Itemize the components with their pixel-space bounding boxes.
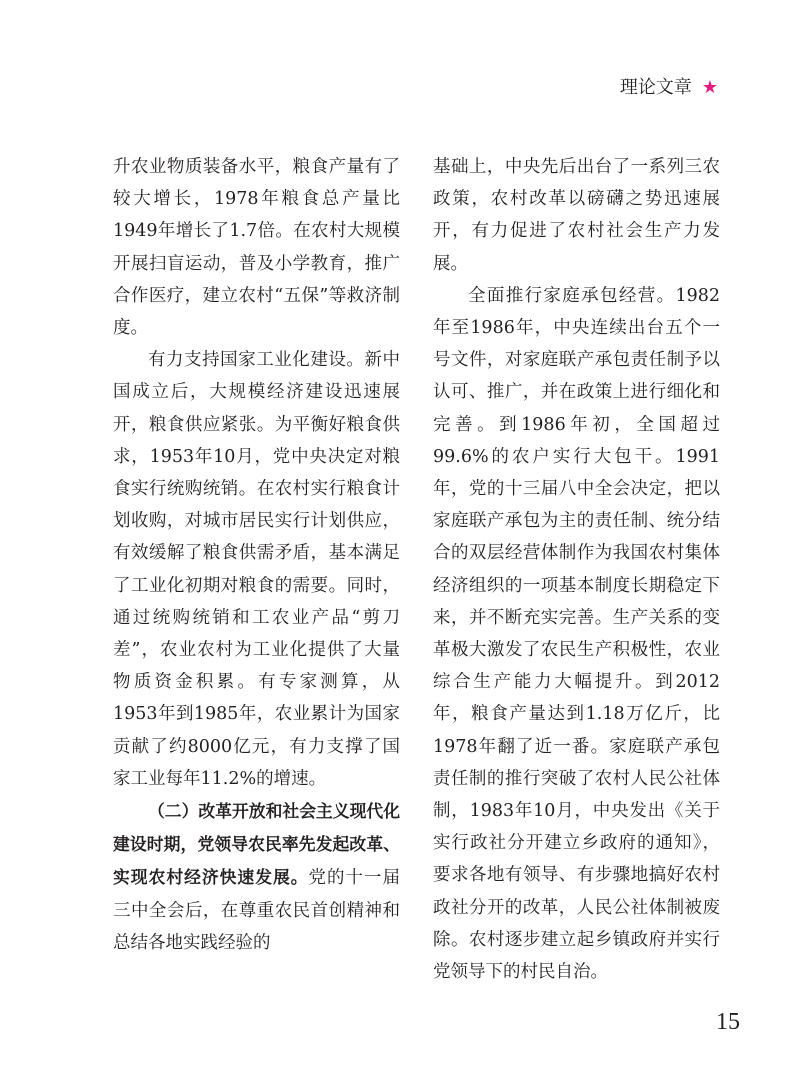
- page-number: 15: [716, 1009, 740, 1035]
- paragraph-household-contract: 全面推行家庭承包经营。1982年至1986年，中央连续出台五个一号文件，对家庭联产承包责任制予以认可、推广，并在政策上进行细化和完善。到1986年初，全国超过99.6%的农户实行大包干。1991年，党的十三届八中全会决定，把以家庭联产承包为主的责任制、统分结合的双层经营体制作为我国农村集体经济组织的一项基本制度长期稳定下来，并不断充实完善。生产关系的变革极大激发了农民生产积极性，农业综合生产能力大幅提升。到2012年，粮食产量达到1.18万亿斤，比1978年翻了近一番。家庭联产承包责任制的推行突破了农村人民公社体制，1983年10月，中央发出《关于实行政社分开建立乡政府的通知》，要求各地有领导、有步骤地搞好农村政社分开的改革，人民公社体制被废除。农村逐步建立起乡镇政府并实行党领导下的村民自治。: [433, 285, 720, 983]
- paragraph-reform-section: [113, 795, 400, 959]
- star-icon: ★: [701, 77, 718, 98]
- left-column: [113, 151, 400, 959]
- section-heading: （二）改革开放和社会主义现代化建设时期，党领导农民率先发起改革、实现农村经济快速发展。: [113, 801, 400, 888]
- paragraph-industrialization: 有力支持国家工业化建设。新中国成立后，大规模经济建设迅速展开，粮食供应紧张。为平衡好粮食供求，1953年10月，党中央决定对粮食实行统购统销。在农村实行粮食计划收购，对城市居民实行计划供应，有效缓解了粮食供需矛盾，基本满足了工业化初期对粮食的需要。同时，通过统购统销和工农业产品“剪刀差”，农业农村为工业化提供了大量物质资金积累。有专家测算，从1953年到1985年，农业累计为国家贡献了约8000亿元，有力支撑了国家工业每年11.2%的增速。: [113, 350, 400, 789]
- section-body-start: 党的十一届三中全会后，在尊重农民首创精神和总结各地实践经验的: [113, 868, 400, 953]
- paragraph-continuation: 升农业物质装备水平，粮食产量有了较大增长，1978年粮食总产量比1949年增长了1.7倍。在农村大规模开展扫盲运动，普及小学教育，推广合作医疗，建立农村“五保”等救济制度。: [113, 157, 400, 339]
- right-column: [433, 151, 720, 988]
- paragraph-continuation-right: 基础上，中央先后出台了一系列三农政策，农村改革以磅礴之势迅速展开，有力促进了农村社会生产力发展。: [433, 157, 720, 274]
- section-title: 理论文章: [619, 77, 692, 98]
- running-header: [620, 76, 718, 100]
